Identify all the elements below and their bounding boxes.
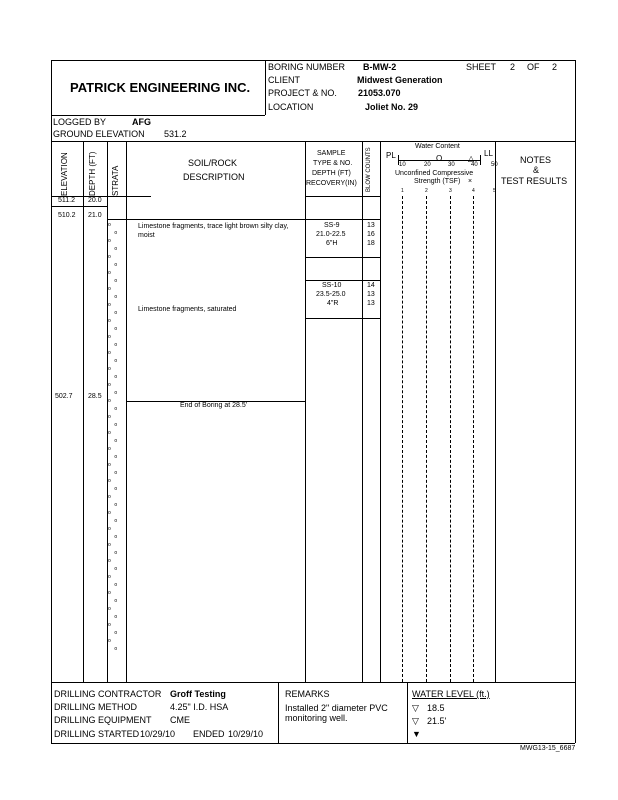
logo-box-bottom — [51, 115, 265, 116]
col-line-elev — [83, 141, 84, 682]
graph-gridline-1 — [402, 196, 403, 682]
water-level-1: 18.5 — [427, 703, 445, 713]
remarks-value: Installed 2" diameter PVC monitoring well. — [285, 703, 388, 723]
description-2: Limestone fragments, saturated — [138, 306, 237, 313]
started-label: DRILLING STARTED — [54, 729, 140, 739]
of-label: OF — [527, 62, 540, 72]
method-value: 4.25" I.D. HSA — [170, 702, 229, 712]
water-level-symbol-2: ▽ — [412, 716, 419, 726]
wc-tick-10: 10 — [399, 162, 406, 168]
ucs-tick-2: 2 — [425, 188, 428, 194]
remarks-label: REMARKS — [285, 689, 330, 699]
wc-tick-30: 30 — [448, 162, 455, 168]
sample2-blow-2: 13 — [367, 291, 375, 298]
row3-elevation: 502.7 — [55, 393, 73, 400]
equipment-label: DRILLING EQUIPMENT — [54, 715, 152, 725]
water-content-symbol: O — [436, 154, 443, 163]
header-bottom-line — [51, 141, 575, 142]
sheet-label: SHEET — [466, 62, 497, 72]
sample-header-3: DEPTH (FT) — [312, 170, 351, 177]
water-level-symbol-3: ▼ — [412, 729, 421, 739]
logged-by-value: AFG — [132, 117, 151, 127]
sample2-top-line — [305, 280, 380, 281]
row2-depth: 21.0 — [88, 212, 102, 219]
sample1-id: SS-9 — [324, 222, 340, 229]
sample2-recovery: 4"R — [327, 300, 339, 307]
water-level-2: 21.5' — [427, 716, 447, 726]
depth-header: DEPTH (FT) — [88, 151, 97, 196]
ended-label: ENDED — [193, 729, 225, 739]
sample2-id: SS-10 — [322, 282, 342, 289]
graph-gridline-2 — [426, 196, 427, 682]
end-of-boring: End of Boring at 28.5' — [180, 402, 248, 409]
project-label: PROJECT & NO. — [268, 88, 337, 98]
sample2-depth: 23.5-25.0 — [316, 291, 346, 298]
sample-header-1: SAMPLE — [317, 150, 346, 157]
ended-value: 10/29/10 — [228, 729, 264, 739]
ll-label: LL — [484, 149, 493, 158]
row1-elevation: 511.2 — [58, 197, 75, 204]
wc-tick-50: 50 — [491, 162, 498, 168]
sample1-blow-2: 16 — [367, 231, 375, 238]
document-id: MWG13-15_6687 — [520, 745, 576, 752]
wc-tick-40: 40 — [471, 162, 478, 168]
sample1-blow-1: 13 — [367, 222, 375, 229]
logo-box-right — [265, 60, 266, 115]
ucs-tick-5: 5 — [493, 188, 496, 194]
pl-label: PL — [386, 151, 396, 160]
sample1-recovery: 6"H — [326, 240, 338, 247]
location-label: LOCATION — [268, 102, 314, 112]
ucs-label-2: Strength (TSF) — [414, 178, 461, 185]
sample2-blow-1: 14 — [367, 282, 375, 289]
notes-header-3: TEST RESULTS — [501, 176, 568, 186]
water-level-label: WATER LEVEL (ft.) — [412, 689, 490, 699]
frame-right — [575, 60, 576, 743]
sample1-blow-3: 18 — [367, 240, 375, 247]
ucs-label-1: Unconfined Compressive — [395, 170, 474, 177]
strata-pattern: o o o o o o o o o o o o o o o o o o o o o o o o o o o o o o o o o o o o o o o o o o o o o o o o o o o o o o — [108, 222, 123, 652]
wc-tick-20: 20 — [424, 162, 431, 168]
client-value: Midwest Generation — [357, 75, 443, 85]
col-line-desc — [305, 141, 306, 682]
boring-number-label: BORING NUMBER — [268, 62, 346, 72]
ground-elevation-label: GROUND ELEVATION — [53, 129, 145, 139]
graph-gridline-4 — [473, 196, 474, 682]
row1-depth: 20.0 — [88, 197, 102, 204]
strata-top-line — [107, 219, 380, 220]
sheet-total: 2 — [552, 62, 558, 72]
ucs-tick-4: 4 — [472, 188, 475, 194]
contractor-value: Groff Testing — [170, 689, 226, 699]
client-label: CLIENT — [268, 75, 301, 85]
col-header-bottom-sample — [305, 196, 380, 197]
frame-bottom — [51, 743, 575, 744]
footer-divider-1 — [278, 682, 279, 743]
elevation-header: ELEVATION — [60, 152, 69, 196]
col-line-graph — [495, 141, 496, 682]
boring-number: B-MW-2 — [363, 62, 397, 72]
frame-left — [51, 60, 52, 743]
sample-header-2: TYPE & NO. — [313, 160, 353, 167]
frame-top — [51, 60, 575, 61]
footer-top-line — [51, 682, 575, 683]
soil-rock-header: SOIL/ROCK — [188, 158, 238, 168]
blow-counts-header: BLOW COUNTS — [366, 147, 372, 192]
sample2-bottom-line — [305, 318, 380, 319]
sample1-depth: 21.0-22.5 — [316, 231, 346, 238]
ll-tick — [480, 155, 481, 165]
ucs-tick-1: 1 — [401, 188, 404, 194]
row3-depth: 28.5 — [88, 393, 102, 400]
row-20-line — [51, 206, 107, 207]
sheet-number: 2 — [510, 62, 516, 72]
sample1-bottom-line — [305, 257, 380, 258]
ucs-tick-3: 3 — [449, 188, 452, 194]
equipment-value: CME — [170, 715, 190, 725]
contractor-label: DRILLING CONTRACTOR — [54, 689, 162, 699]
sample-header-4: RECOVERY(IN) — [306, 180, 357, 187]
notes-header-1: NOTES — [520, 155, 552, 165]
col-line-sample — [362, 141, 363, 682]
notes-header-2: & — [533, 165, 540, 175]
project-number: 21053.070 — [358, 88, 401, 98]
method-label: DRILLING METHOD — [54, 702, 138, 712]
sample2-blow-3: 13 — [367, 300, 375, 307]
footer-divider-2 — [407, 682, 408, 743]
ll-symbol: △ — [468, 154, 475, 163]
ucs-symbol: × — [468, 178, 473, 185]
started-value: 10/29/10 — [140, 729, 176, 739]
water-content-label: Water Content — [415, 143, 460, 150]
location-value: Joliet No. 29 — [365, 102, 419, 112]
col-line-blow — [380, 141, 381, 682]
graph-gridline-3 — [450, 196, 451, 682]
description-header: DESCRIPTION — [183, 172, 245, 182]
description-1: Limestone fragments, trace light brown silty clay, moist — [138, 223, 289, 239]
ground-elevation-value: 531.2 — [164, 129, 187, 139]
company-name: PATRICK ENGINEERING INC. — [70, 80, 251, 95]
strata-header: STRATA — [111, 165, 120, 196]
logged-by-label: LOGGED BY — [53, 117, 107, 127]
water-level-symbol-1: ▽ — [412, 703, 419, 713]
row2-elevation: 510.2 — [58, 212, 76, 219]
